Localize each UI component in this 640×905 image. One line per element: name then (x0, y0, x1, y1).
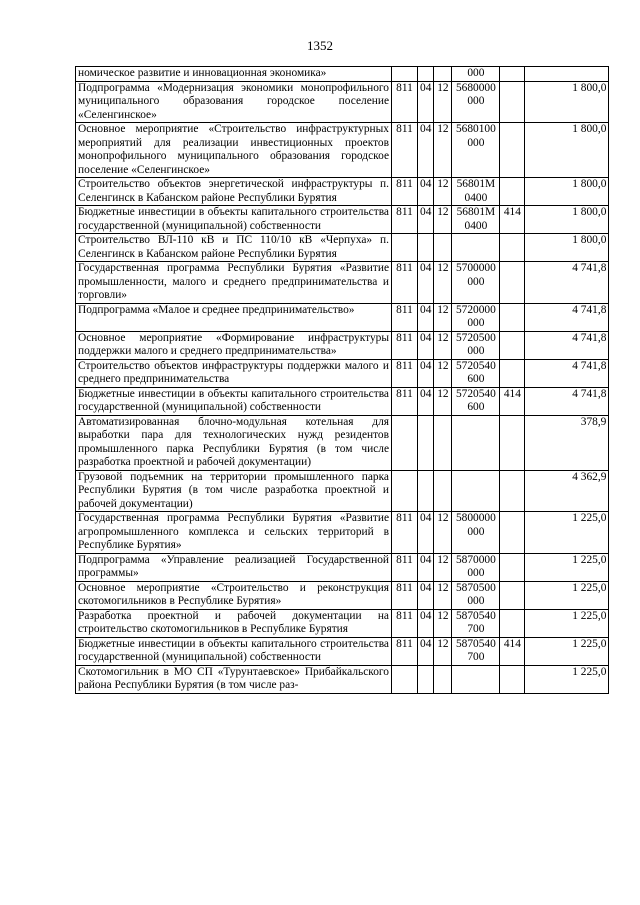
grbs-code-cell: 811 (392, 331, 418, 359)
expense-name-cell: Строительство ВЛ-110 кВ и ПС 110/10 кВ «Черпуха» п. Селенгинск в Кабанском районе Республики Бурятия (76, 234, 392, 262)
amount-cell: 1 800,0 (525, 123, 609, 178)
expense-type-cell (500, 81, 525, 123)
target-article-cell: 5800000 000 (452, 512, 500, 554)
expense-name-cell: Подпрограмма «Модернизация экономики монопрофильного муниципального образования городское поселение «Селенгинское» (76, 81, 392, 123)
section-code-cell: 04 (418, 387, 434, 415)
amount-cell: 1 225,0 (525, 637, 609, 665)
expense-type-cell (500, 553, 525, 581)
grbs-code-cell: 811 (392, 123, 418, 178)
grbs-code-cell (392, 67, 418, 82)
expense-type-cell (500, 415, 525, 470)
subsection-code-cell: 12 (434, 206, 452, 234)
grbs-code-cell: 811 (392, 81, 418, 123)
section-code-cell: 04 (418, 331, 434, 359)
table-row (76, 470, 609, 512)
table-row (76, 609, 609, 637)
expense-type-cell (500, 331, 525, 359)
expense-type-cell (500, 581, 525, 609)
target-article-cell (452, 234, 500, 262)
table-row (76, 303, 609, 331)
amount-cell: 1 225,0 (525, 553, 609, 581)
target-article-cell: 5680000 000 (452, 81, 500, 123)
section-code-cell: 04 (418, 609, 434, 637)
subsection-code-cell (434, 67, 452, 82)
amount-cell: 1 225,0 (525, 512, 609, 554)
expense-type-cell (500, 234, 525, 262)
target-article-cell: 5720540 600 (452, 359, 500, 387)
grbs-code-cell: 811 (392, 359, 418, 387)
subsection-code-cell: 12 (434, 553, 452, 581)
table-row (76, 67, 609, 82)
section-code-cell: 04 (418, 81, 434, 123)
target-article-cell (452, 470, 500, 512)
section-code-cell: 04 (418, 178, 434, 206)
table-row (76, 81, 609, 123)
grbs-code-cell: 811 (392, 178, 418, 206)
expense-name-cell: Бюджетные инвестиции в объекты капитального строительства государственной (муниципальной) собственности (76, 387, 392, 415)
grbs-code-cell: 811 (392, 206, 418, 234)
expense-name-cell: Подпрограмма «Малое и среднее предпринимательство» (76, 303, 392, 331)
subsection-code-cell (434, 234, 452, 262)
table-row (76, 234, 609, 262)
expense-name-cell: Бюджетные инвестиции в объекты капитального строительства государственной (муниципальной) собственности (76, 206, 392, 234)
grbs-code-cell: 811 (392, 303, 418, 331)
amount-cell: 4 362,9 (525, 470, 609, 512)
section-code-cell: 04 (418, 581, 434, 609)
grbs-code-cell: 811 (392, 387, 418, 415)
amount-cell: 1 800,0 (525, 178, 609, 206)
section-code-cell (418, 67, 434, 82)
subsection-code-cell (434, 470, 452, 512)
table-row (76, 415, 609, 470)
expense-name-cell: Основное мероприятие «Строительство и реконструкция скотомогильников в Республике Бурятия» (76, 581, 392, 609)
expense-name-cell: Основное мероприятие «Формирование инфраструктуры поддержки малого и среднего предпринимательства» (76, 331, 392, 359)
table-row (76, 553, 609, 581)
subsection-code-cell: 12 (434, 359, 452, 387)
expense-type-cell (500, 178, 525, 206)
table-row (76, 178, 609, 206)
expense-type-cell (500, 123, 525, 178)
amount-cell: 1 225,0 (525, 665, 609, 693)
expense-name-cell: Основное мероприятие «Строительство инфраструктурных мероприятий для реализации инвестиционных проектов монопрофильного муниципального образования городское поселение «Селенгинское» (76, 123, 392, 178)
expense-name-cell: номическое развитие и инновационная экономика» (76, 67, 392, 82)
subsection-code-cell: 12 (434, 303, 452, 331)
expense-name-cell: Автоматизированная блочно-модульная котельная для выработки пара для технологических нужд резидентов промышленного парка Республики Бурятия (в том числе разработка проектной и рабочей документации) (76, 415, 392, 470)
expense-type-cell (500, 303, 525, 331)
expense-type-cell: 414 (500, 206, 525, 234)
target-article-cell: 5870540 700 (452, 637, 500, 665)
expense-type-cell: 414 (500, 387, 525, 415)
page-number: 1352 (307, 38, 333, 53)
subsection-code-cell: 12 (434, 637, 452, 665)
section-code-cell: 04 (418, 262, 434, 304)
table-row (76, 262, 609, 304)
expense-name-cell: Скотомогильник в МО СП «Турунтаевское» Прибайкальского района Республики Бурятия (в том числе раз- (76, 665, 392, 693)
section-code-cell (418, 234, 434, 262)
section-code-cell: 04 (418, 512, 434, 554)
budget-table (75, 66, 609, 694)
grbs-code-cell: 811 (392, 553, 418, 581)
section-code-cell (418, 415, 434, 470)
subsection-code-cell: 12 (434, 581, 452, 609)
expense-type-cell: 414 (500, 637, 525, 665)
subsection-code-cell: 12 (434, 609, 452, 637)
grbs-code-cell: 811 (392, 637, 418, 665)
table-row (76, 331, 609, 359)
amount-cell: 378,9 (525, 415, 609, 470)
target-article-cell: 56801M 0400 (452, 178, 500, 206)
grbs-code-cell: 811 (392, 262, 418, 304)
section-code-cell: 04 (418, 206, 434, 234)
table-row (76, 387, 609, 415)
subsection-code-cell: 12 (434, 512, 452, 554)
target-article-cell: 5680100 000 (452, 123, 500, 178)
expense-type-cell (500, 512, 525, 554)
expense-name-cell: Бюджетные инвестиции в объекты капитального строительства государственной (муниципальной) собственности (76, 637, 392, 665)
target-article-cell: 5870540 700 (452, 609, 500, 637)
expense-name-cell: Строительство объектов энергетической инфраструктуры п. Селенгинск в Кабанском районе Республики Бурятия (76, 178, 392, 206)
amount-cell (525, 67, 609, 82)
amount-cell: 1 800,0 (525, 81, 609, 123)
expense-name-cell: Разработка проектной и рабочей документации на строительство скотомогильников в Республике Бурятия (76, 609, 392, 637)
subsection-code-cell: 12 (434, 81, 452, 123)
grbs-code-cell: 811 (392, 581, 418, 609)
expense-name-cell: Грузовой подъемник на территории промышленного парка Республики Бурятия (в том числе разработка проектной и рабочей документации) (76, 470, 392, 512)
table-row (76, 637, 609, 665)
table-row (76, 581, 609, 609)
subsection-code-cell: 12 (434, 262, 452, 304)
target-article-cell (452, 665, 500, 693)
section-code-cell (418, 470, 434, 512)
amount-cell: 1 225,0 (525, 609, 609, 637)
expense-name-cell: Государственная программа Республики Бурятия «Развитие промышленности, малого и среднего предпринимательства и торговли» (76, 262, 392, 304)
target-article-cell: 000 (452, 67, 500, 82)
amount-cell: 4 741,8 (525, 262, 609, 304)
budget-table-body (76, 67, 609, 694)
target-article-cell: 56801M 0400 (452, 206, 500, 234)
amount-cell: 4 741,8 (525, 303, 609, 331)
target-article-cell: 5700000 000 (452, 262, 500, 304)
section-code-cell: 04 (418, 359, 434, 387)
section-code-cell: 04 (418, 553, 434, 581)
subsection-code-cell (434, 415, 452, 470)
amount-cell: 1 800,0 (525, 206, 609, 234)
expense-type-cell (500, 470, 525, 512)
subsection-code-cell (434, 665, 452, 693)
grbs-code-cell: 811 (392, 609, 418, 637)
target-article-cell (452, 415, 500, 470)
subsection-code-cell: 12 (434, 331, 452, 359)
grbs-code-cell: 811 (392, 512, 418, 554)
subsection-code-cell: 12 (434, 387, 452, 415)
section-code-cell (418, 665, 434, 693)
expense-name-cell: Строительство объектов инфраструктуры поддержки малого и среднего предпринимательства (76, 359, 392, 387)
amount-cell: 4 741,8 (525, 387, 609, 415)
table-row (76, 123, 609, 178)
expense-type-cell (500, 262, 525, 304)
amount-cell: 4 741,8 (525, 331, 609, 359)
expense-type-cell (500, 609, 525, 637)
subsection-code-cell: 12 (434, 178, 452, 206)
expense-type-cell (500, 665, 525, 693)
section-code-cell: 04 (418, 637, 434, 665)
expense-name-cell: Подпрограмма «Управление реализацией Государственной программы» (76, 553, 392, 581)
target-article-cell: 5720540 600 (452, 387, 500, 415)
amount-cell: 1 800,0 (525, 234, 609, 262)
subsection-code-cell: 12 (434, 123, 452, 178)
target-article-cell: 5870000 000 (452, 553, 500, 581)
expense-type-cell (500, 359, 525, 387)
grbs-code-cell (392, 665, 418, 693)
expense-type-cell (500, 67, 525, 82)
grbs-code-cell (392, 470, 418, 512)
amount-cell: 1 225,0 (525, 581, 609, 609)
section-code-cell: 04 (418, 303, 434, 331)
target-article-cell: 5720000 000 (452, 303, 500, 331)
table-row (76, 206, 609, 234)
expense-name-cell: Государственная программа Республики Бурятия «Развитие агропромышленного комплекса и сельских территорий в Республике Бурятия» (76, 512, 392, 554)
section-code-cell: 04 (418, 123, 434, 178)
grbs-code-cell (392, 415, 418, 470)
table-row (76, 512, 609, 554)
table-row (76, 359, 609, 387)
target-article-cell: 5720500 000 (452, 331, 500, 359)
table-row (76, 665, 609, 693)
amount-cell: 4 741,8 (525, 359, 609, 387)
grbs-code-cell (392, 234, 418, 262)
target-article-cell: 5870500 000 (452, 581, 500, 609)
